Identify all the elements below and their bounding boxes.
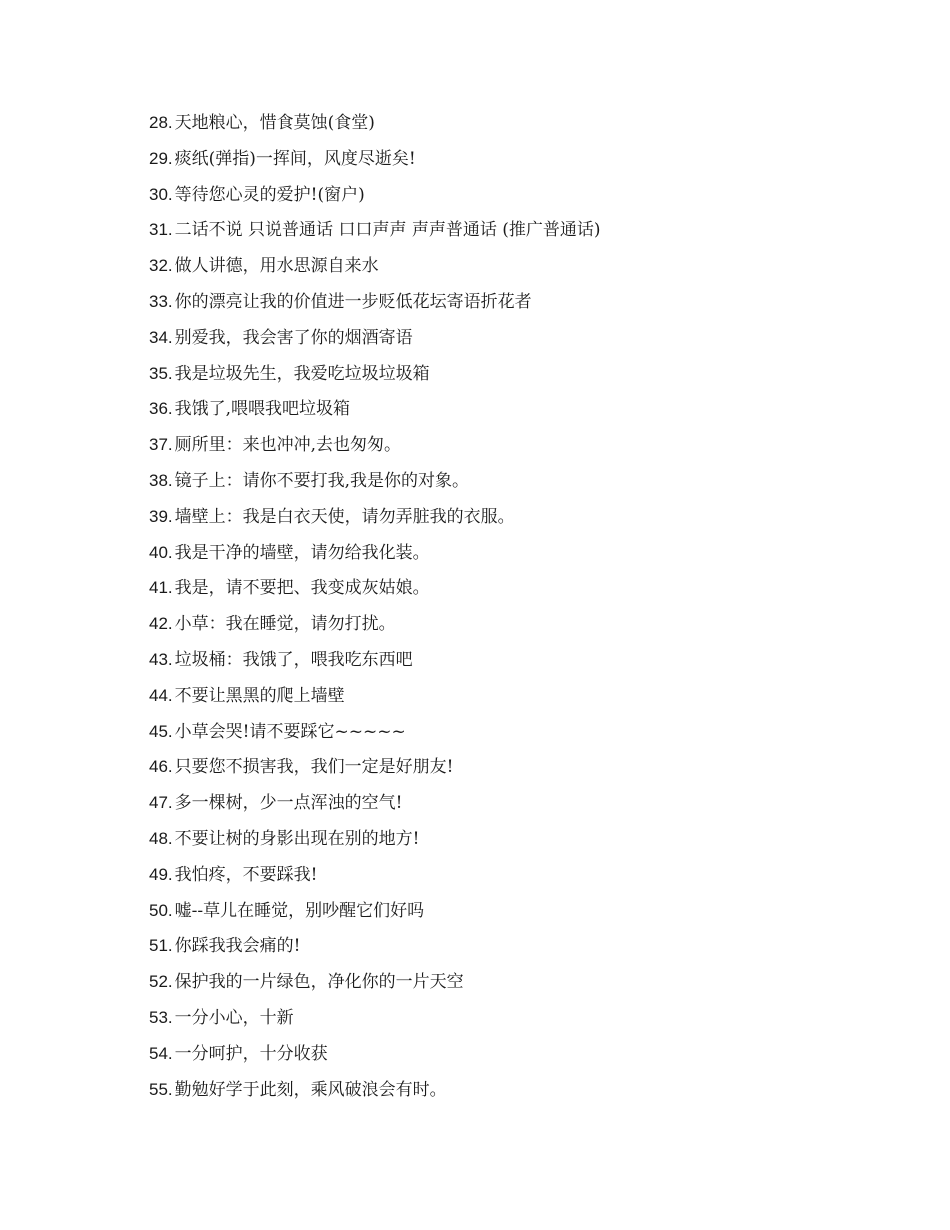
list-item bbox=[149, 430, 601, 466]
item-text: 天地粮心，惜食莫蚀(食堂) bbox=[174, 113, 375, 133]
item-text: 我怕疼，不要踩我! bbox=[174, 864, 318, 885]
item-number: 50. bbox=[149, 900, 173, 920]
item-text: 别爱我，我会害了你的烟酒寄语 bbox=[174, 327, 413, 348]
list-item bbox=[149, 609, 601, 645]
item-text: 不要让黑黑的爬上墙壁 bbox=[174, 685, 345, 706]
list-item bbox=[149, 717, 601, 753]
item-text: 我是，请不要把、我变成灰姑娘。 bbox=[174, 578, 430, 599]
item-text: 等待您心灵的爱护!(窗户) bbox=[174, 184, 365, 205]
list-item bbox=[149, 788, 601, 824]
item-text: 小草：我在睡觉，请勿打扰。 bbox=[174, 614, 396, 635]
item-number: 44. bbox=[149, 685, 173, 705]
item-number: 33. bbox=[149, 291, 173, 311]
item-number: 42. bbox=[149, 614, 173, 634]
item-number: 52. bbox=[149, 972, 173, 992]
item-number: 30. bbox=[149, 184, 173, 204]
list-item bbox=[149, 394, 601, 430]
list-item bbox=[149, 251, 601, 287]
item-text: 嘘--草儿在睡觉，别吵醒它们好吗 bbox=[174, 900, 425, 921]
list-item bbox=[149, 287, 601, 323]
item-text: 镜子上：请你不要打我,我是你的对象。 bbox=[174, 470, 470, 491]
item-text: 我是垃圾先生，我爱吃垃圾垃圾箱 bbox=[174, 363, 430, 384]
slogan-list bbox=[149, 108, 601, 1110]
item-number: 46. bbox=[149, 757, 173, 777]
item-number: 34. bbox=[149, 327, 173, 347]
list-item bbox=[149, 108, 601, 144]
list-item bbox=[149, 180, 601, 216]
item-number: 37. bbox=[149, 435, 173, 455]
list-item bbox=[149, 538, 601, 574]
item-number: 31. bbox=[149, 220, 173, 240]
item-text: 小草会哭!请不要踩它~~~~~ bbox=[174, 721, 406, 742]
item-number: 48. bbox=[149, 828, 173, 848]
item-number: 55. bbox=[149, 1079, 173, 1099]
item-text: 厕所里：来也冲冲,去也匆匆。 bbox=[174, 435, 402, 456]
list-item bbox=[149, 1039, 601, 1075]
list-item bbox=[149, 824, 601, 860]
list-item bbox=[149, 752, 601, 788]
item-text: 你的漂亮让我的价值进一步贬低花坛寄语折花者 bbox=[174, 291, 532, 312]
list-item bbox=[149, 323, 601, 359]
list-item bbox=[149, 860, 601, 896]
item-text: 你踩我我会痛的! bbox=[174, 936, 301, 957]
item-number: 38. bbox=[149, 470, 173, 490]
item-number: 47. bbox=[149, 793, 173, 813]
item-text: 一分小心，十新 bbox=[174, 1007, 294, 1028]
item-text: 做人讲德，用水思源自来水 bbox=[174, 256, 379, 277]
list-item bbox=[149, 144, 601, 180]
list-item bbox=[149, 681, 601, 717]
list-item bbox=[149, 1003, 601, 1039]
list-item bbox=[149, 466, 601, 502]
item-number: 54. bbox=[149, 1043, 173, 1063]
item-text: 一分呵护，十分收获 bbox=[174, 1043, 328, 1064]
item-text: 保护我的一片绿色，净化你的一片天空 bbox=[174, 972, 464, 993]
list-item bbox=[149, 896, 601, 932]
item-text: 我是干净的墙壁，请勿给我化装。 bbox=[174, 542, 430, 563]
item-number: 53. bbox=[149, 1007, 173, 1027]
item-number: 36. bbox=[149, 399, 173, 419]
item-text: 不要让树的身影出现在别的地方! bbox=[174, 828, 420, 849]
item-number: 49. bbox=[149, 864, 173, 884]
item-text: 只要您不损害我，我们一定是好朋友! bbox=[174, 757, 454, 778]
item-number: 41. bbox=[149, 578, 173, 598]
list-item bbox=[149, 931, 601, 967]
item-text: 多一棵树，少一点浑浊的空气! bbox=[174, 793, 403, 814]
list-item bbox=[149, 967, 601, 1003]
item-number: 39. bbox=[149, 506, 173, 526]
item-number: 28. bbox=[149, 113, 173, 132]
item-number: 32. bbox=[149, 256, 173, 276]
item-number: 35. bbox=[149, 363, 173, 383]
item-text: 痰纸(弹指)一挥间，风度尽逝矣! bbox=[174, 148, 416, 169]
item-number: 51. bbox=[149, 936, 173, 956]
list-item bbox=[149, 502, 601, 538]
item-number: 45. bbox=[149, 721, 173, 741]
list-item bbox=[149, 645, 601, 681]
list-item bbox=[149, 359, 601, 395]
item-text: 我饿了,喂喂我吧垃圾箱 bbox=[174, 399, 351, 420]
item-number: 29. bbox=[149, 148, 173, 168]
item-text: 垃圾桶：我饿了，喂我吃东西吧 bbox=[174, 649, 413, 670]
list-item bbox=[149, 573, 601, 609]
list-item bbox=[149, 1075, 601, 1111]
item-text: 勤勉好学于此刻，乘风破浪会有时。 bbox=[174, 1079, 447, 1100]
item-text: 墙壁上：我是白衣天使，请勿弄脏我的衣服。 bbox=[174, 506, 515, 527]
item-number: 40. bbox=[149, 542, 173, 562]
list-item bbox=[149, 215, 601, 251]
item-number: 43. bbox=[149, 649, 173, 669]
item-text: 二话不说 只说普通话 口口声声 声声普通话 (推广普通话) bbox=[174, 220, 601, 241]
